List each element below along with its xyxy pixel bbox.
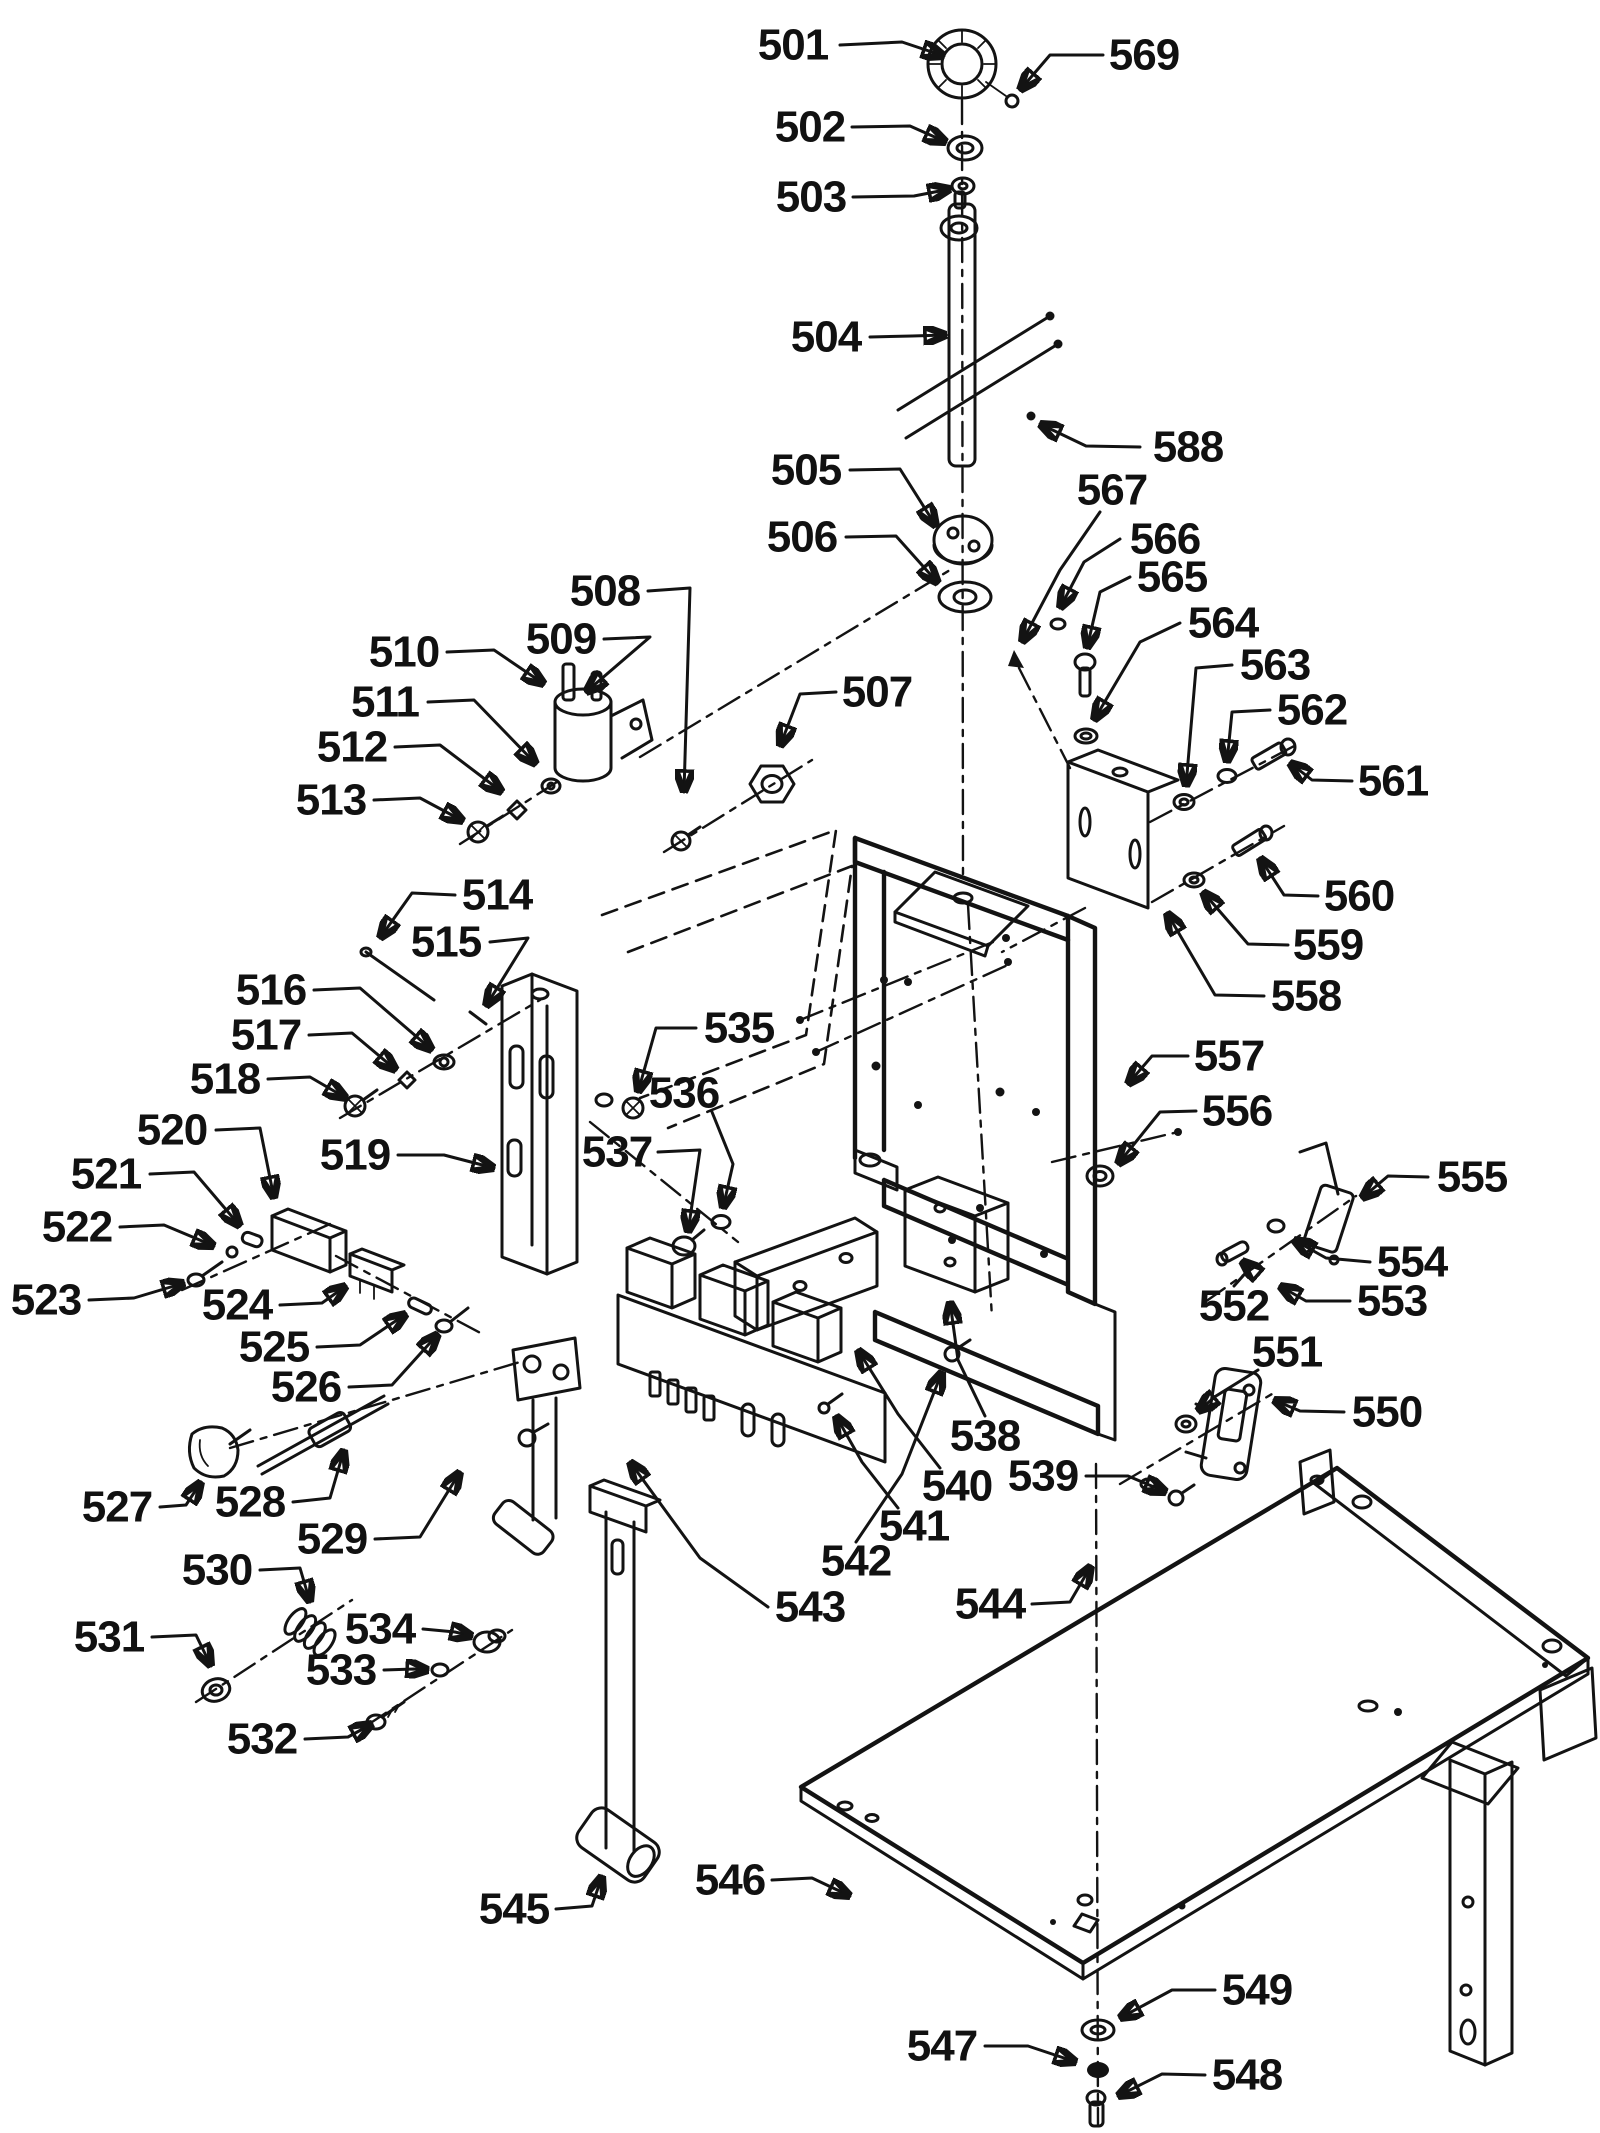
part-label-554: 554 <box>1376 1237 1448 1287</box>
screw-565-shank <box>1080 668 1090 696</box>
leader-563 <box>1186 665 1232 786</box>
relay-capsule <box>772 1414 784 1446</box>
part-label-544: 544 <box>954 1579 1026 1629</box>
axis-507-508 <box>664 760 812 852</box>
part-label-509: 509 <box>525 614 597 664</box>
z-bracket-hole-b <box>945 1258 955 1266</box>
panel-hole-dot <box>872 1062 881 1071</box>
washer-535 <box>596 1094 612 1106</box>
part-label-519: 519 <box>319 1130 391 1180</box>
part-label-534: 534 <box>344 1604 416 1654</box>
leader-553 <box>1280 1286 1350 1301</box>
part-label-505: 505 <box>770 445 842 495</box>
part-label-549: 549 <box>1221 1965 1293 2015</box>
roller-545-end <box>622 1841 660 1881</box>
leader-528 <box>293 1450 344 1502</box>
part-label-560: 560 <box>1323 871 1395 921</box>
part-label-512: 512 <box>316 722 388 772</box>
leader-529 <box>375 1472 460 1539</box>
part-label-502: 502 <box>774 102 846 152</box>
part-label-555: 555 <box>1436 1152 1508 1202</box>
washer-503-hole <box>959 183 967 189</box>
guard-arm-545 <box>572 1480 664 1887</box>
part-label-535: 535 <box>703 1003 775 1053</box>
nut-563 <box>1174 795 1194 810</box>
panel-left-bar <box>855 838 884 1158</box>
leader-537 <box>658 1150 700 1232</box>
rail-hole-b <box>1543 1640 1561 1652</box>
leader-561 <box>1290 763 1352 781</box>
part-label-513: 513 <box>295 775 367 825</box>
part-label-562: 562 <box>1276 685 1348 735</box>
bracket-540-hole-b <box>840 1254 852 1263</box>
panel-hole-dot <box>948 1236 956 1244</box>
part-label-518: 518 <box>189 1054 261 1104</box>
leader-521 <box>150 1172 240 1226</box>
panel-hole-dot <box>1002 934 1010 942</box>
table-dot <box>1542 1662 1548 1668</box>
screw-518-shank <box>363 1090 377 1100</box>
panel-hole-dot <box>976 1204 984 1212</box>
leader-545 <box>556 1876 602 1909</box>
relay-cube-1 <box>627 1238 695 1308</box>
set-screw-569 <box>1006 95 1018 107</box>
leader-503 <box>853 189 950 197</box>
bracket-540-hole-a <box>794 1282 806 1291</box>
phantom-outline-a <box>602 830 836 1098</box>
part-label-543: 543 <box>774 1582 846 1632</box>
leader-531 <box>152 1635 211 1666</box>
grommet-556 <box>1087 1166 1113 1186</box>
axis-567-bracket <box>1019 668 1070 768</box>
part-label-515: 515 <box>410 917 482 967</box>
solenoid-tab-hole <box>631 719 641 729</box>
part-label-541: 541 <box>878 1501 950 1551</box>
bracket-558-face <box>1068 762 1148 908</box>
part-label-561: 561 <box>1357 756 1429 806</box>
part-label-538: 538 <box>949 1411 1021 1461</box>
knob-501-knurls <box>928 30 996 98</box>
back-panel <box>602 830 1182 1440</box>
break-dot-1 <box>1046 312 1055 321</box>
washer-under-503-hole <box>951 223 967 233</box>
leader-506 <box>846 536 938 583</box>
channel-top-hole <box>532 989 548 999</box>
part-label-551: 551 <box>1251 1327 1323 1377</box>
leader-523 <box>89 1283 184 1300</box>
leader-543 <box>630 1462 768 1607</box>
channel-slot-a <box>510 1046 523 1088</box>
table-hole <box>1078 1895 1092 1905</box>
part-label-545: 545 <box>478 1884 550 1934</box>
leader-548 <box>1118 2074 1205 2096</box>
leader-525 <box>317 1314 406 1347</box>
z-bracket-hole-a <box>935 1204 945 1212</box>
part-label-501: 501 <box>757 20 829 70</box>
leader-517 <box>309 1033 396 1070</box>
pin-521 <box>241 1231 264 1248</box>
leader-513 <box>374 798 463 821</box>
part-label-542: 542 <box>820 1536 892 1586</box>
leader-520 <box>216 1128 274 1198</box>
pin-515 <box>470 1012 486 1024</box>
pin-567 <box>1008 650 1024 668</box>
leader-505 <box>850 469 936 526</box>
leader-512 <box>395 745 502 792</box>
part-label-563: 563 <box>1239 640 1311 690</box>
nut-566 <box>1051 619 1065 629</box>
leader-557 <box>1128 1056 1188 1084</box>
part-label-540: 540 <box>921 1461 993 1511</box>
bracket-558-flange <box>1068 750 1178 792</box>
part-label-522: 522 <box>41 1202 113 1252</box>
axis-524-526 <box>336 1256 486 1336</box>
nut-562 <box>1218 770 1236 783</box>
leader-515 <box>486 938 528 1006</box>
part-label-532: 532 <box>226 1714 298 1764</box>
part-label-557: 557 <box>1193 1031 1265 1081</box>
nut-547 <box>1087 2062 1109 2078</box>
leader-565 <box>1087 577 1130 648</box>
leader-519 <box>398 1155 494 1168</box>
arm-545-top-face <box>590 1480 660 1506</box>
leader-555 <box>1362 1176 1428 1198</box>
leader-533 <box>384 1669 428 1670</box>
set-screw-569-axis <box>986 82 1006 96</box>
solenoid-bracket-tab <box>611 700 652 758</box>
table-leg-side <box>1485 1762 1512 2065</box>
arm-545-slot <box>612 1540 623 1574</box>
bracket-558-flange-hole <box>1113 768 1127 776</box>
table-hole <box>838 1802 852 1810</box>
leader-511 <box>428 700 536 764</box>
leader-549 <box>1120 1990 1215 2018</box>
pin-522 <box>227 1247 237 1257</box>
leader-566 <box>1060 539 1120 608</box>
knob-527 <box>189 1427 238 1477</box>
relay-pin <box>704 1396 714 1420</box>
sensor-555-body <box>1303 1184 1354 1253</box>
leader-559 <box>1203 892 1288 945</box>
bracket-558-slot-b <box>1130 840 1140 868</box>
channel-slot-c <box>508 1140 521 1176</box>
screw-537-shank <box>692 1230 704 1240</box>
leader-522 <box>120 1225 214 1246</box>
panel-hole-dot <box>914 1101 922 1109</box>
part-label-526: 526 <box>270 1362 342 1412</box>
screw-539-shank <box>1182 1485 1194 1493</box>
align-line-a <box>800 940 998 1020</box>
leader-507 <box>780 692 836 746</box>
leader-550 <box>1274 1400 1344 1412</box>
leader-567 <box>1022 512 1100 642</box>
part-label-504: 504 <box>790 312 862 362</box>
panel-right-band <box>1068 916 1095 1304</box>
panel-top-bar <box>855 838 1068 940</box>
table-dot <box>1050 1919 1056 1925</box>
leg-hole-a <box>1463 1897 1473 1907</box>
table-dot <box>1179 1903 1186 1910</box>
roller-545 <box>572 1803 664 1887</box>
part-label-507: 507 <box>841 667 913 717</box>
table-square-hole <box>1074 1914 1098 1932</box>
part-label-548: 548 <box>1211 2050 1283 2100</box>
part-label-527: 527 <box>81 1482 153 1532</box>
nut-554 <box>1268 1220 1284 1232</box>
leader-508 <box>648 588 690 792</box>
nut-551 <box>1176 1416 1196 1432</box>
part-label-525: 525 <box>238 1322 310 1372</box>
leader-558 <box>1167 913 1264 996</box>
part-label-528: 528 <box>214 1477 286 1527</box>
part-label-510: 510 <box>368 627 440 677</box>
part-number-labels <box>11 21 1508 2100</box>
part-label-511: 511 <box>351 677 419 727</box>
part-label-503: 503 <box>775 172 847 222</box>
center-lines <box>962 100 1098 2126</box>
bracket-558-slot-a <box>1080 808 1090 836</box>
table-hole <box>866 1815 878 1822</box>
leader-504 <box>870 335 946 337</box>
panel-hole-dot <box>880 976 888 984</box>
part-label-524: 524 <box>201 1280 273 1330</box>
leader-518 <box>268 1077 346 1098</box>
part-label-566: 566 <box>1129 514 1201 564</box>
part-label-529: 529 <box>296 1514 368 1564</box>
part-label-569: 569 <box>1108 30 1180 80</box>
align-line-b <box>816 964 1010 1052</box>
part-label-521: 521 <box>70 1149 142 1199</box>
panel-hole-dot <box>904 978 912 986</box>
axis-550-551 <box>1120 1394 1272 1484</box>
part-label-514: 514 <box>461 870 533 920</box>
leader-536 <box>712 1112 733 1208</box>
panel-hole-dot <box>996 1088 1005 1097</box>
cable-588-end <box>1027 412 1036 421</box>
align-dot <box>812 1048 820 1056</box>
washer-502 <box>948 136 982 160</box>
pivot-block-hole-a <box>524 1356 540 1372</box>
table-dot <box>1394 1708 1402 1716</box>
relay-board-pcb <box>618 1295 885 1462</box>
channel-519-edges <box>532 974 547 1274</box>
part-label-517: 517 <box>230 1010 302 1060</box>
part-label-552: 552 <box>1198 1281 1270 1331</box>
part-label-550: 550 <box>1351 1387 1423 1437</box>
rod-528-sleeve <box>307 1411 352 1449</box>
channel-519 <box>502 974 577 1274</box>
leader-516 <box>314 988 432 1050</box>
align-dot <box>1174 1128 1182 1136</box>
arm-545-stem <box>606 1512 634 1852</box>
leader-564 <box>1094 623 1180 720</box>
screw-542-shank <box>958 1340 970 1348</box>
relay-cluster <box>519 1177 1194 1505</box>
pivot-block-hole-b <box>554 1365 568 1379</box>
screw-543-shank <box>534 1424 548 1432</box>
part-label-558: 558 <box>1270 971 1342 1021</box>
leader-502 <box>852 126 946 142</box>
part-label-531: 531 <box>73 1612 145 1662</box>
switch-plate-550 <box>1200 1367 1262 1481</box>
leader-527 <box>160 1482 201 1507</box>
screw-535-cross <box>626 1101 640 1115</box>
knob-501-inner <box>942 44 982 84</box>
switch-524-body <box>350 1254 392 1292</box>
part-label-539: 539 <box>1007 1451 1079 1501</box>
part-label-565: 565 <box>1136 552 1208 602</box>
part-label-559: 559 <box>1292 920 1364 970</box>
switch-plate-550-window <box>1218 1389 1248 1442</box>
part-label-547: 547 <box>906 2021 978 2071</box>
pin-541-shank <box>828 1394 842 1404</box>
part-label-523: 523 <box>10 1275 82 1325</box>
rail-hole-a <box>1353 1496 1371 1508</box>
part-label-530: 530 <box>181 1545 253 1595</box>
panel-hole-dot <box>1040 1250 1048 1258</box>
leader-588 <box>1040 424 1140 447</box>
leader-524 <box>280 1286 346 1305</box>
plate-550-hole-a <box>1244 1385 1254 1395</box>
table-546-thickness <box>801 1658 1588 1979</box>
axis-512-513 <box>460 780 560 844</box>
bracket-520-face <box>272 1216 330 1272</box>
part-label-516: 516 <box>235 965 307 1015</box>
relay-pin <box>650 1372 660 1396</box>
washer-under-503 <box>941 216 977 240</box>
leg-hole-b <box>1461 1985 1471 1995</box>
break-dot-2 <box>1054 340 1063 349</box>
nut-551-bore <box>1182 1421 1190 1427</box>
washer-502-hole <box>957 143 973 153</box>
leader-530 <box>260 1568 310 1602</box>
part-label-546: 546 <box>694 1855 766 1905</box>
washer-564 <box>1075 729 1097 743</box>
part-label-533: 533 <box>305 1645 377 1695</box>
leader-560 <box>1260 858 1318 896</box>
leader-544 <box>1032 1566 1091 1604</box>
screw-526-shank <box>450 1308 468 1322</box>
leg-slot <box>1461 2020 1475 2044</box>
pin-552 <box>1220 1240 1250 1263</box>
align-line-c <box>1052 1132 1178 1162</box>
knob-527-detail <box>200 1440 208 1466</box>
part-label-506: 506 <box>766 512 838 562</box>
panel-hole-dot <box>1004 958 1012 966</box>
leader-532 <box>305 1724 372 1739</box>
roller-529 <box>490 1497 556 1557</box>
part-label-564: 564 <box>1187 598 1259 648</box>
axis-through-panel <box>968 905 992 1318</box>
plate-550-hole-b <box>1235 1463 1245 1473</box>
pusher-bar-529 <box>533 1398 556 1520</box>
washer-516-hole <box>440 1058 448 1066</box>
collar-505-hole-b <box>969 541 979 551</box>
nut-512 <box>508 801 526 819</box>
part-label-520: 520 <box>136 1105 208 1155</box>
part-label-536: 536 <box>648 1068 720 1118</box>
part-label-556: 556 <box>1201 1086 1273 1136</box>
washer-506 <box>939 582 991 612</box>
panel-hole-dot <box>1032 1108 1040 1116</box>
collar-505-hole-a <box>948 528 958 538</box>
part-label-553: 553 <box>1356 1276 1428 1326</box>
washer-564-hole <box>1081 733 1091 739</box>
part-label-508: 508 <box>569 566 641 616</box>
leader-546 <box>772 1878 850 1896</box>
part-label-537: 537 <box>581 1127 653 1177</box>
table-hole <box>1359 1701 1377 1711</box>
washer-506-hole <box>954 590 976 604</box>
leader-569 <box>1020 55 1103 90</box>
pivot-block-529 <box>513 1338 580 1400</box>
leader-534 <box>423 1629 472 1636</box>
solenoid-terminal-a <box>563 664 574 700</box>
knob-stack <box>898 30 1063 612</box>
align-dot <box>796 1016 804 1024</box>
screw-523-shank <box>202 1262 222 1276</box>
part-label-588: 588 <box>1152 422 1224 472</box>
leader-547 <box>985 2046 1076 2062</box>
part-label-567: 567 <box>1076 465 1148 515</box>
leader-562 <box>1227 710 1270 762</box>
